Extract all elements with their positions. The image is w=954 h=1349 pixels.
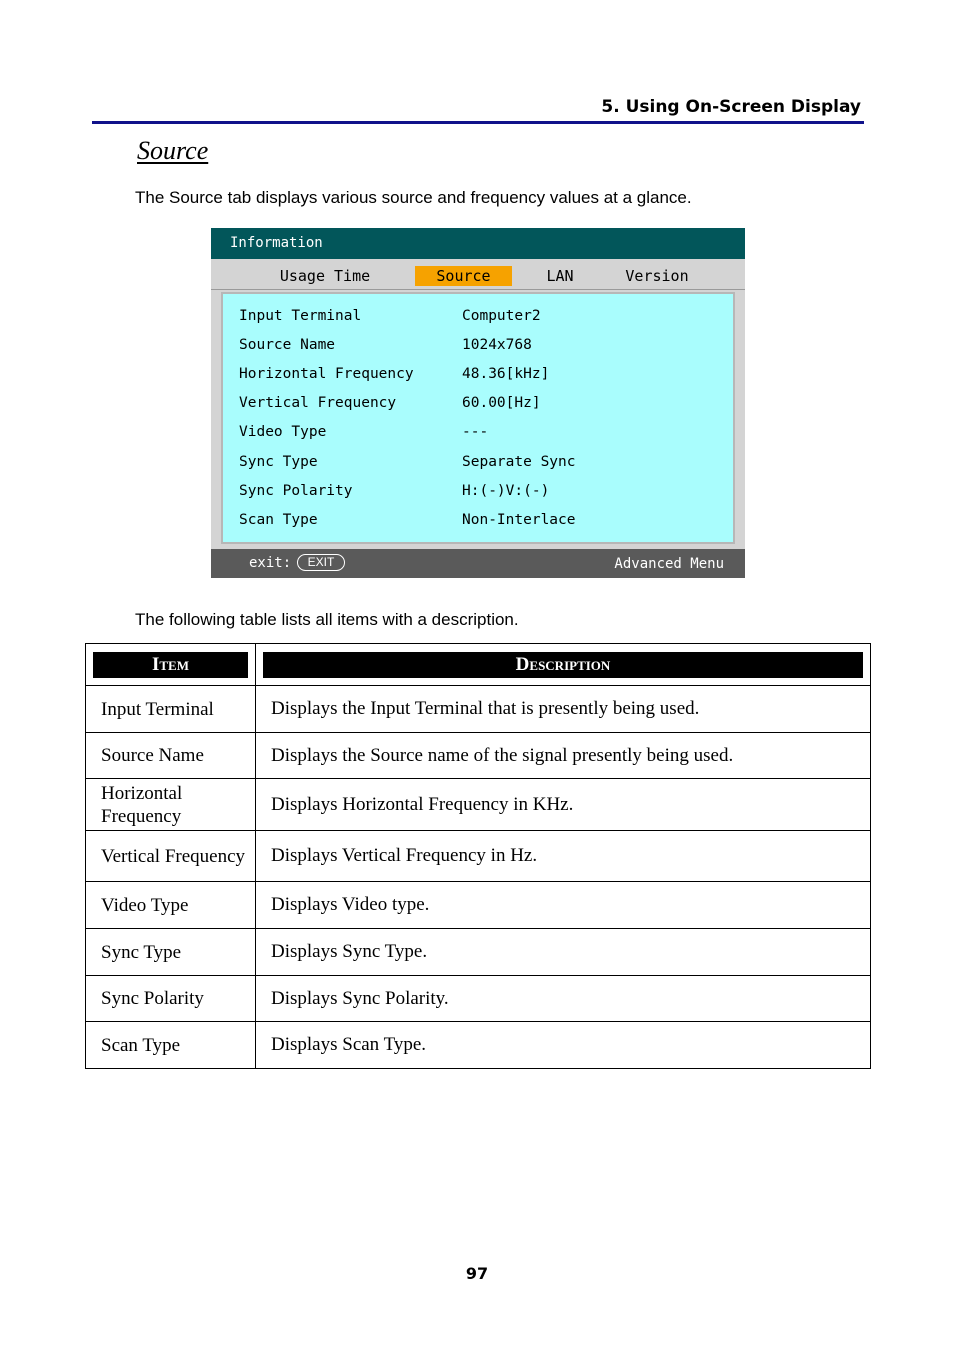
description-header-label: Description — [263, 652, 863, 678]
exit-label: exit: — [249, 555, 292, 571]
osd-row-label: Horizontal Frequency — [239, 366, 414, 382]
item-cell: Horizontal Frequency — [86, 779, 256, 831]
osd-row-value: 60.00[Hz] — [462, 395, 541, 411]
tab-version[interactable]: Version — [625, 267, 689, 285]
advanced-menu-label[interactable]: Advanced Menu — [614, 556, 724, 572]
header-rule — [92, 121, 864, 124]
osd-row-label: Vertical Frequency — [239, 395, 397, 411]
description-header — [256, 644, 871, 686]
osd-row — [223, 308, 733, 330]
osd-row-label: Source Name — [239, 337, 336, 353]
osd-screenshot — [211, 228, 745, 578]
section-title: Source — [137, 136, 209, 165]
osd-row — [223, 512, 733, 534]
table-row — [86, 882, 871, 929]
description-cell: Displays Scan Type. — [256, 1022, 871, 1069]
osd-info-panel — [221, 292, 735, 544]
item-cell: Sync Type — [86, 929, 256, 976]
osd-footer — [211, 549, 745, 578]
page-number: 97 — [465, 1264, 489, 1283]
table-row — [86, 831, 871, 882]
exit-button[interactable]: EXIT — [297, 554, 345, 571]
item-cell: Source Name — [86, 733, 256, 779]
osd-row-label: Video Type — [239, 424, 327, 440]
table-row — [86, 929, 871, 976]
description-cell: Displays Horizontal Frequency in KHz. — [256, 779, 871, 831]
description-cell: Displays the Source name of the signal presently being used. — [256, 733, 871, 779]
item-cell: Input Terminal — [86, 686, 256, 733]
osd-row-value: Non-Interlace — [462, 512, 576, 528]
osd-row-label: Sync Type — [239, 454, 318, 470]
osd-row-value: H:(-)V:(-) — [462, 483, 550, 499]
table-row — [86, 976, 871, 1022]
item-header-label: Item — [93, 652, 248, 678]
table-row — [86, 686, 871, 733]
item-cell: Video Type — [86, 882, 256, 929]
osd-row-value: Computer2 — [462, 308, 541, 324]
osd-row-value: 1024x768 — [462, 337, 532, 353]
osd-row — [223, 454, 733, 476]
osd-titlebar: Information — [211, 228, 745, 259]
osd-row-label: Scan Type — [239, 512, 318, 528]
table-row — [86, 1022, 871, 1069]
osd-row-value: 48.36[kHz] — [462, 366, 550, 382]
osd-row-value: --- — [462, 424, 489, 440]
osd-row — [223, 337, 733, 359]
item-header — [86, 644, 256, 686]
osd-row — [223, 483, 733, 505]
tab-lan[interactable]: LAN — [546, 267, 574, 285]
table-header-row — [86, 644, 871, 686]
description-cell: Displays Sync Type. — [256, 929, 871, 976]
osd-tabs — [211, 259, 745, 290]
osd-row — [223, 366, 733, 388]
osd-row-label: Input Terminal — [239, 308, 362, 324]
table-row — [86, 733, 871, 779]
osd-row-value: Separate Sync — [462, 454, 576, 470]
item-cell: Scan Type — [86, 1022, 256, 1069]
table-intro: The following table lists all items with a description. — [135, 610, 519, 629]
description-cell: Displays Sync Polarity. — [256, 976, 871, 1022]
item-cell: Sync Polarity — [86, 976, 256, 1022]
item-cell: Vertical Frequency — [86, 831, 256, 882]
tab-usage-time[interactable]: Usage Time — [279, 267, 371, 285]
description-cell: Displays Video type. — [256, 882, 871, 929]
tab-source[interactable]: Source — [415, 266, 512, 286]
osd-row — [223, 424, 733, 446]
osd-row-label: Sync Polarity — [239, 483, 353, 499]
section-intro: The Source tab displays various source and frequency values at a glance. — [135, 188, 692, 207]
description-cell: Displays Vertical Frequency in Hz. — [256, 831, 871, 882]
description-cell: Displays the Input Terminal that is presently being used. — [256, 686, 871, 733]
osd-row — [223, 395, 733, 417]
page-header-title: 5. Using On-Screen Display — [601, 97, 861, 117]
description-table — [85, 643, 871, 1069]
table-row — [86, 779, 871, 831]
